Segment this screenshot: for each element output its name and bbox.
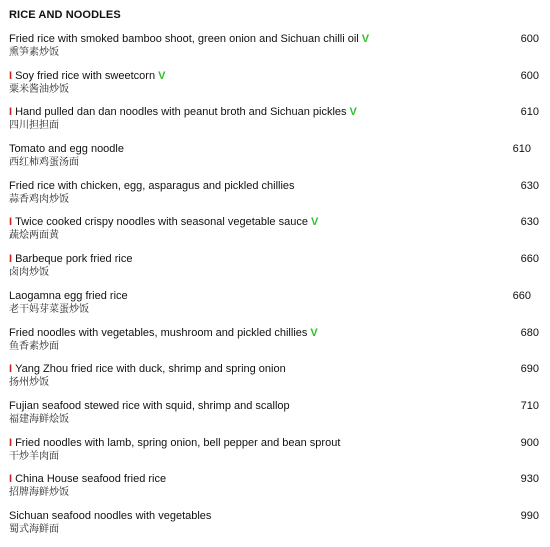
- menu-item-name: Fried noodles with lamb, spring onion, bell pepper and bean sprout: [15, 436, 341, 449]
- menu-item-name: Fried rice with smoked bamboo shoot, green onion and Sichuan chilli oil: [9, 33, 359, 45]
- menu-item-price: 930: [520, 473, 539, 486]
- menu-item-name-line: [9, 216, 539, 229]
- menu-item-name-line: [9, 33, 539, 46]
- menu-item-name: Yang Zhou fried rice with duck, shrimp and spring onion: [15, 363, 286, 376]
- menu-item-name-line: [9, 253, 539, 266]
- menu-item-name: Fujian seafood stewed rice with squid, shrimp and scallop: [9, 399, 290, 412]
- menu-item-name-line: [9, 473, 539, 486]
- menu-item-price: 630: [520, 179, 539, 192]
- section-title: RICE AND NOODLES: [9, 9, 121, 21]
- menu-item-name-line: [9, 70, 539, 83]
- menu-item-chinese-name: 卤肉炒饭: [9, 267, 49, 279]
- menu-item-name-line: [9, 143, 539, 156]
- menu-item: [9, 510, 539, 547]
- menu-item-chinese-name: 干炒羊肉面: [9, 450, 59, 462]
- menu-item-name-line: [9, 290, 539, 303]
- menu-item: [9, 400, 539, 437]
- vegetarian-mark: V: [158, 69, 166, 82]
- menu-item-chinese-name: 西红柿鸡蛋汤面: [9, 157, 79, 169]
- menu-item-chinese-name: 福建海鲜烩饭: [9, 413, 69, 425]
- menu-item: [9, 33, 539, 70]
- menu-item-chinese-name: 蜀式海鲜面: [9, 523, 59, 535]
- menu-item-name: Laogamna egg fried rice: [9, 289, 128, 302]
- vegetarian-mark: V: [310, 326, 318, 339]
- menu-item-name-line: [9, 510, 539, 523]
- vegetarian-mark: V: [310, 216, 319, 229]
- menu-item-chinese-name: 蒜香鸡肉炒饭: [9, 193, 69, 205]
- menu-item-chinese-name: 蔬烩两面黄: [9, 230, 59, 242]
- menu-item: [9, 327, 539, 364]
- menu-item-name-line: [9, 437, 539, 450]
- menu-item: [9, 437, 539, 474]
- menu-item-price: 610: [512, 143, 531, 156]
- menu-item-chinese-name: 老干妈芽菜蛋炒饭: [9, 303, 89, 315]
- menu-item-price: 690: [520, 363, 539, 376]
- menu-item: [9, 473, 539, 510]
- menu-item-name: Twice cooked crispy noodles with seasonal vegetable sauce: [15, 216, 308, 229]
- menu-item-name: Fried noodles with vegetables, mushroom and pickled chillies: [9, 326, 308, 339]
- menu-item-name-line: [9, 180, 539, 193]
- item-marker: I: [9, 106, 13, 119]
- menu-item: [9, 143, 539, 180]
- menu-item-name: Tomato and egg noodle: [9, 143, 124, 156]
- menu-item-price: 660: [520, 253, 539, 266]
- menu-item-name-line: [9, 363, 539, 376]
- menu-item-name-line: [9, 400, 539, 413]
- menu-item-price: 600: [520, 33, 539, 45]
- menu-item-price: 710: [520, 399, 539, 412]
- menu-item-name: Hand pulled dan dan noodles with peanut broth and Sichuan pickles: [15, 106, 347, 119]
- menu-item-name-line: [9, 327, 539, 340]
- vegetarian-mark: V: [349, 106, 357, 119]
- menu-item-name: Soy fried rice with sweetcorn: [15, 69, 156, 82]
- menu-item-price: 680: [520, 326, 539, 339]
- menu-item: [9, 180, 539, 217]
- menu-item: [9, 70, 539, 107]
- menu-item-chinese-name: 招牌海鲜炒饭: [9, 487, 69, 499]
- item-marker: I: [9, 69, 13, 82]
- item-marker: I: [9, 436, 13, 449]
- menu-item: [9, 290, 539, 327]
- menu-item-chinese-name: 四川担担面: [9, 120, 59, 132]
- menu-item: [9, 253, 539, 290]
- menu-item-price: 600: [520, 69, 539, 82]
- item-marker: I: [9, 216, 13, 229]
- menu-item-chinese-name: 鱼香素炒面: [9, 340, 59, 352]
- menu-item-name: Barbeque pork fried rice: [15, 253, 133, 266]
- menu-item-price: 660: [512, 289, 531, 302]
- item-marker: I: [9, 253, 13, 266]
- vegetarian-mark: V: [361, 33, 370, 45]
- menu-item-price: 900: [520, 436, 539, 449]
- menu-item-chinese-name: 扬州炒饭: [9, 377, 49, 389]
- menu-item-name-line: [9, 106, 539, 119]
- menu-item-price: 630: [520, 216, 539, 229]
- menu-list: [9, 33, 539, 547]
- menu-item-price: 610: [520, 106, 539, 119]
- menu-item-chinese-name: 粟米酱油炒饭: [9, 83, 69, 95]
- menu-item-name: Fried rice with chicken, egg, asparagus and pickled chillies: [9, 179, 295, 192]
- menu-item: [9, 106, 539, 143]
- menu-item-chinese-name: 熏笋素炒饭: [9, 47, 59, 58]
- menu-item-name: Sichuan seafood noodles with vegetables: [9, 509, 212, 522]
- item-marker: I: [9, 473, 13, 486]
- menu-item-price: 990: [520, 509, 539, 522]
- menu-item-name: China House seafood fried rice: [15, 473, 167, 486]
- menu-item: [9, 216, 539, 253]
- menu-item: [9, 363, 539, 400]
- item-marker: I: [9, 363, 13, 376]
